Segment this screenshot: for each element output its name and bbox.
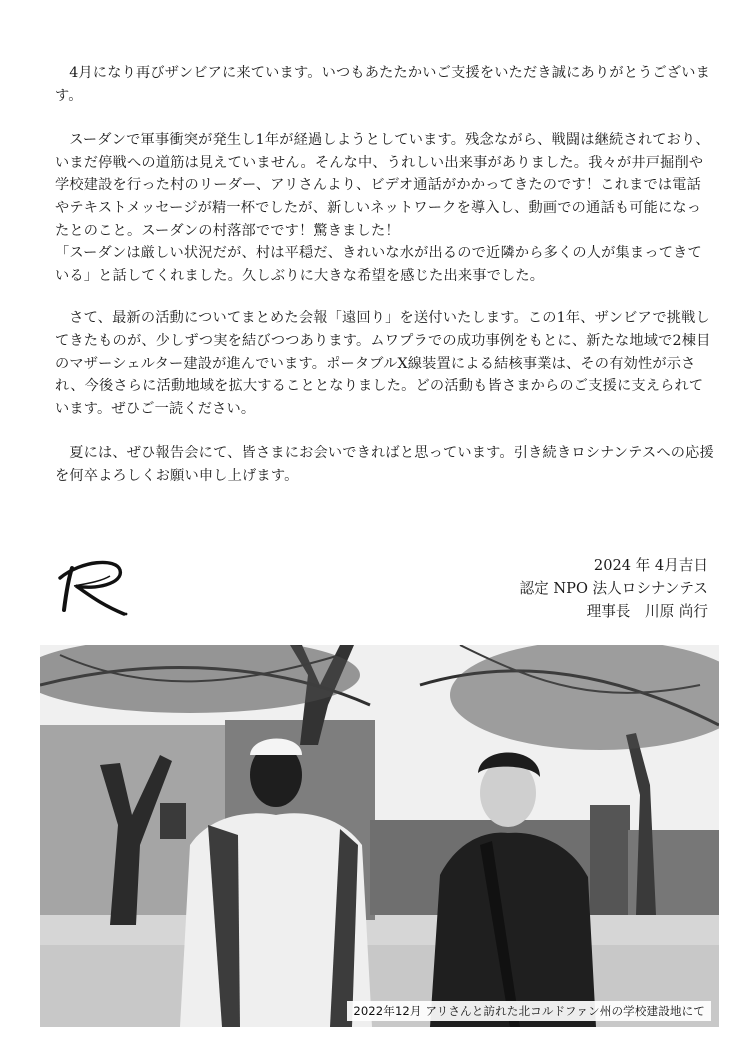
photo: [40, 645, 719, 1027]
letter-body: [55, 62, 715, 510]
brush-r-logo-icon: [54, 556, 134, 620]
photo-caption: 2022年12月 アリさんと訪れた北コルドファン州の学校建設地にて: [347, 1001, 711, 1021]
letter-date: 2024 年 4月吉日: [593, 557, 708, 574]
signature-block: [388, 554, 708, 623]
letter-paragraph: スーダンで軍事衝突が発生し1年が経過しようとしています。残念ながら、戦闘は継続されており、いまだ停戦への道筋は見えていません。そんな中、うれしい出来事がありました。我々が井戸掘削や学校建設を行った村のリーダー、アリさんより、ビデオ通話がかかってきたのです！これまでは電話やテキストメッセージが精一杯でしたが、新しいネットワークを導入し、動画での通話も可能になったとのこと。スーダンの村落部でです！驚きました！ 「スーダンは厳しい状況だが、村は平穏だ、きれいな水が出るので近隣から多くの人が集まってきている」と話してくれました。久しぶりに大きな希望を感じた出来事でした。: [55, 132, 710, 284]
letter-paragraph: 夏には、ぜひ報告会にて、皆さまにお会いできればと思っています。引き続きロシナンテスへの応援を何卒よろしくお願い申し上げます。: [55, 445, 714, 484]
photo-illustration: [40, 645, 719, 1027]
organization-name: 認定 NPO 法人ロシナンテス: [519, 580, 708, 597]
letter-paragraph: さて、最新の活動についてまとめた会報「遠回り」を送付いたします。この1年、ザンビアで挑戦してきたものが、少しずつ実を結びつつあります。ムワプラでの成功事例をもとに、新たな地域で2棟目のマザーシェルター建設が進んでいます。ポータブルX線装置による結核事業は、その有効性が示され、今後さらに活動地域を拡大することとなりました。どの活動も皆さまからのご支援に支えられています。ぜひご一読ください。: [55, 310, 711, 417]
signer-title-name: 理事長 川原 尚行: [586, 603, 708, 620]
letter-paragraph: 4月になり再びザンビアに来ています。いつもあたたかいご支援をいただき誠にありがとうございます。: [55, 65, 711, 104]
